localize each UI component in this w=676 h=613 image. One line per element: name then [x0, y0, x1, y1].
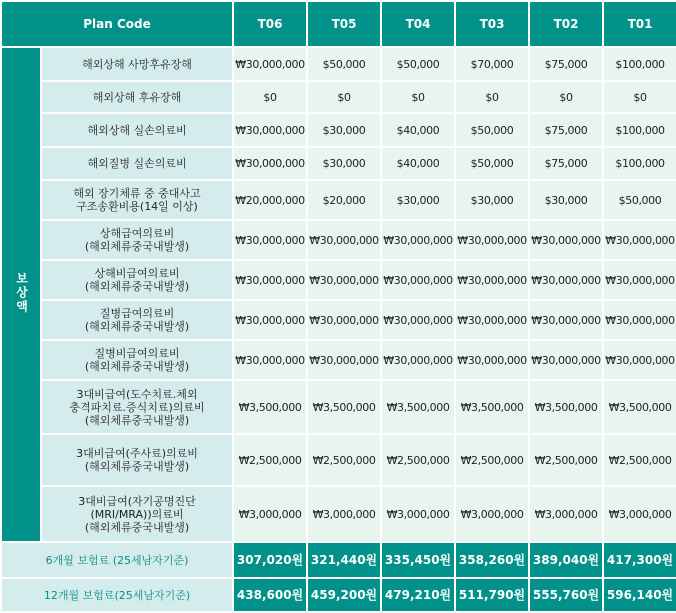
table-row: [1, 47, 676, 81]
coverage-label-line: 질병급여의료비: [99, 307, 175, 320]
coverage-label: [41, 220, 233, 260]
coverage-label: [41, 180, 233, 220]
coverage-amount-t05: ₩30,000,000: [307, 300, 381, 340]
coverage-amount-t02: ₩30,000,000: [529, 260, 603, 300]
coverage-label-line: (해외체류중국내발생): [84, 320, 190, 333]
coverage-label: [41, 81, 233, 113]
coverage-amount-t02: $75,000: [529, 147, 603, 180]
coverage-amount-t06: ₩30,000,000: [233, 300, 307, 340]
coverage-amount-t03: ₩30,000,000: [455, 220, 529, 260]
coverage-amount-t05: ₩30,000,000: [307, 340, 381, 380]
plan-code-header: Plan Code: [1, 1, 233, 47]
coverage-amount-t03: ₩30,000,000: [455, 300, 529, 340]
coverage-amount-t06: ₩30,000,000: [233, 47, 307, 81]
coverage-label-line: 충격파치료.증식치료)의료비: [69, 400, 205, 414]
coverage-amount-t02: ₩30,000,000: [529, 220, 603, 260]
coverage-amount-t01: ₩3,500,000: [603, 380, 676, 434]
coverage-amount-t03: $70,000: [455, 47, 529, 81]
table-row: [1, 486, 676, 542]
table-row: [1, 220, 676, 260]
coverage-amount-t05: $30,000: [307, 147, 381, 180]
coverage-side-header: [1, 47, 41, 542]
coverage-amount-t04: ₩3,500,000: [381, 380, 455, 434]
table-row: [1, 260, 676, 300]
table-row: [1, 380, 676, 434]
table-row: [1, 300, 676, 340]
coverage-label-line: 질병비급여의료비: [94, 347, 180, 360]
coverage-amount-t05: $0: [307, 81, 381, 113]
premium-label: 6개월 보험료 (25세남자기준): [1, 542, 233, 578]
coverage-amount-t02: $75,000: [529, 47, 603, 81]
coverage-amount-t06: ₩30,000,000: [233, 340, 307, 380]
coverage-amount-t05: ₩3,500,000: [307, 380, 381, 434]
coverage-amount-t02: ₩30,000,000: [529, 340, 603, 380]
coverage-amount-t06: ₩30,000,000: [233, 113, 307, 147]
coverage-amount-t02: $0: [529, 81, 603, 113]
plan-header-t05: T05: [307, 1, 381, 47]
coverage-label-line: 해외 장기체류 중 중대사고: [73, 187, 201, 200]
coverage-label-line: (해외체류중국내발생): [84, 280, 190, 293]
coverage-label-line: 상해급여의료비: [99, 227, 175, 240]
coverage-amount-t01: $100,000: [603, 47, 676, 81]
coverage-label-line: 구조송환비용(14일 이상): [76, 200, 198, 213]
coverage-label-line: 해외상해 후유장해: [92, 90, 182, 104]
coverage-amount-t03: ₩3,000,000: [455, 486, 529, 542]
premium-amount-t03: 511,790원: [455, 578, 529, 612]
coverage-amount-t05: ₩30,000,000: [307, 260, 381, 300]
coverage-label-line: (해외체류중국내발생): [84, 520, 190, 534]
coverage-amount-t04: $30,000: [381, 180, 455, 220]
coverage-amount-t04: ₩30,000,000: [381, 220, 455, 260]
coverage-amount-t03: $0: [455, 81, 529, 113]
coverage-amount-t05: $30,000: [307, 113, 381, 147]
coverage-label-line: 3대비급여(도수치료.체외: [76, 387, 198, 401]
premium-amount-t04: 335,450원: [381, 542, 455, 578]
premium-amount-t02: 389,040원: [529, 542, 603, 578]
table-body: [1, 1, 676, 612]
premium-amount-t04: 479,210원: [381, 578, 455, 612]
coverage-label-line: (MRI/MRA))의료비: [90, 507, 184, 521]
coverage-amount-t06: ₩30,000,000: [233, 220, 307, 260]
premium-amount-t06: 307,020원: [233, 542, 307, 578]
coverage-amount-t01: ₩30,000,000: [603, 300, 676, 340]
coverage-amount-t03: ₩30,000,000: [455, 260, 529, 300]
coverage-amount-t05: $20,000: [307, 180, 381, 220]
premium-label: 12개월 보험료(25세남자기준): [1, 578, 233, 612]
coverage-label: [41, 260, 233, 300]
coverage-amount-t04: ₩30,000,000: [381, 340, 455, 380]
coverage-amount-t04: $50,000: [381, 47, 455, 81]
table-row: [1, 147, 676, 180]
coverage-amount-t04: ₩30,000,000: [381, 260, 455, 300]
coverage-amount-t02: ₩3,500,000: [529, 380, 603, 434]
coverage-label: [41, 113, 233, 147]
coverage-amount-t03: $50,000: [455, 147, 529, 180]
coverage-amount-t02: ₩3,000,000: [529, 486, 603, 542]
coverage-amount-t04: $40,000: [381, 113, 455, 147]
coverage-label: [41, 340, 233, 380]
premium-amount-t06: 438,600원: [233, 578, 307, 612]
coverage-amount-t03: $30,000: [455, 180, 529, 220]
table-row: [1, 81, 676, 113]
header-row: [1, 1, 676, 47]
premium-row: [1, 578, 676, 612]
coverage-amount-t01: ₩30,000,000: [603, 340, 676, 380]
premium-amount-t01: 596,140원: [603, 578, 676, 612]
coverage-amount-t04: ₩3,000,000: [381, 486, 455, 542]
coverage-label-line: 상해비급여의료비: [94, 267, 180, 280]
coverage-amount-t06: ₩2,500,000: [233, 434, 307, 486]
coverage-label-line: (해외체류중국내발생): [84, 240, 190, 253]
coverage-label: [41, 47, 233, 81]
coverage-amount-t01: ₩30,000,000: [603, 260, 676, 300]
coverage-amount-t05: ₩30,000,000: [307, 220, 381, 260]
coverage-label: [41, 300, 233, 340]
premium-amount-t03: 358,260원: [455, 542, 529, 578]
plan-header-t06: T06: [233, 1, 307, 47]
coverage-amount-t05: ₩2,500,000: [307, 434, 381, 486]
coverage-label-line: 해외상해 사망후유장해: [82, 57, 192, 71]
coverage-amount-t01: ₩30,000,000: [603, 220, 676, 260]
premium-row: [1, 542, 676, 578]
coverage-amount-t03: ₩30,000,000: [455, 340, 529, 380]
premium-amount-t01: 417,300원: [603, 542, 676, 578]
coverage-label-line: (해외체류중국내발생): [84, 413, 190, 427]
premium-amount-t02: 555,760원: [529, 578, 603, 612]
coverage-amount-t02: ₩2,500,000: [529, 434, 603, 486]
plan-header-t04: T04: [381, 1, 455, 47]
table-row: [1, 113, 676, 147]
coverage-amount-t05: $50,000: [307, 47, 381, 81]
coverage-amount-t06: $0: [233, 81, 307, 113]
coverage-side-label: 보상액: [14, 272, 29, 314]
coverage-amount-t06: ₩3,500,000: [233, 380, 307, 434]
plan-header-t02: T02: [529, 1, 603, 47]
coverage-amount-t06: ₩20,000,000: [233, 180, 307, 220]
coverage-amount-t01: $100,000: [603, 147, 676, 180]
coverage-label-line: (해외체류중국내발생): [84, 460, 190, 473]
coverage-label: [41, 147, 233, 180]
table-row: [1, 340, 676, 380]
coverage-amount-t01: $0: [603, 81, 676, 113]
coverage-amount-t01: $100,000: [603, 113, 676, 147]
coverage-amount-t06: ₩3,000,000: [233, 486, 307, 542]
coverage-amount-t04: $0: [381, 81, 455, 113]
coverage-label-line: 3대비급여(자기공명진단: [78, 494, 196, 508]
premium-amount-t05: 459,200원: [307, 578, 381, 612]
coverage-amount-t02: ₩30,000,000: [529, 300, 603, 340]
coverage-amount-t04: $40,000: [381, 147, 455, 180]
coverage-amount-t04: ₩30,000,000: [381, 300, 455, 340]
coverage-amount-t01: ₩3,000,000: [603, 486, 676, 542]
coverage-amount-t02: $75,000: [529, 113, 603, 147]
premium-amount-t05: 321,440원: [307, 542, 381, 578]
coverage-label: [41, 434, 233, 486]
coverage-label-line: 해외상해 실손의료비: [87, 123, 187, 137]
table-row: [1, 180, 676, 220]
table-row: [1, 434, 676, 486]
coverage-amount-t03: ₩3,500,000: [455, 380, 529, 434]
coverage-amount-t01: $50,000: [603, 180, 676, 220]
coverage-label: [41, 380, 233, 434]
coverage-amount-t05: ₩3,000,000: [307, 486, 381, 542]
coverage-label-line: 3대비급여(주사료)의료비: [76, 447, 198, 460]
coverage-label-line: (해외체류중국내발생): [84, 360, 190, 373]
coverage-label: [41, 486, 233, 542]
coverage-amount-t01: ₩2,500,000: [603, 434, 676, 486]
coverage-amount-t03: $50,000: [455, 113, 529, 147]
coverage-amount-t03: ₩2,500,000: [455, 434, 529, 486]
coverage-amount-t06: ₩30,000,000: [233, 147, 307, 180]
coverage-amount-t04: ₩2,500,000: [381, 434, 455, 486]
plan-header-t03: T03: [455, 1, 529, 47]
plan-header-t01: T01: [603, 1, 676, 47]
coverage-amount-t02: $30,000: [529, 180, 603, 220]
coverage-label-line: 해외질병 실손의료비: [87, 157, 187, 170]
coverage-amount-t06: ₩30,000,000: [233, 260, 307, 300]
